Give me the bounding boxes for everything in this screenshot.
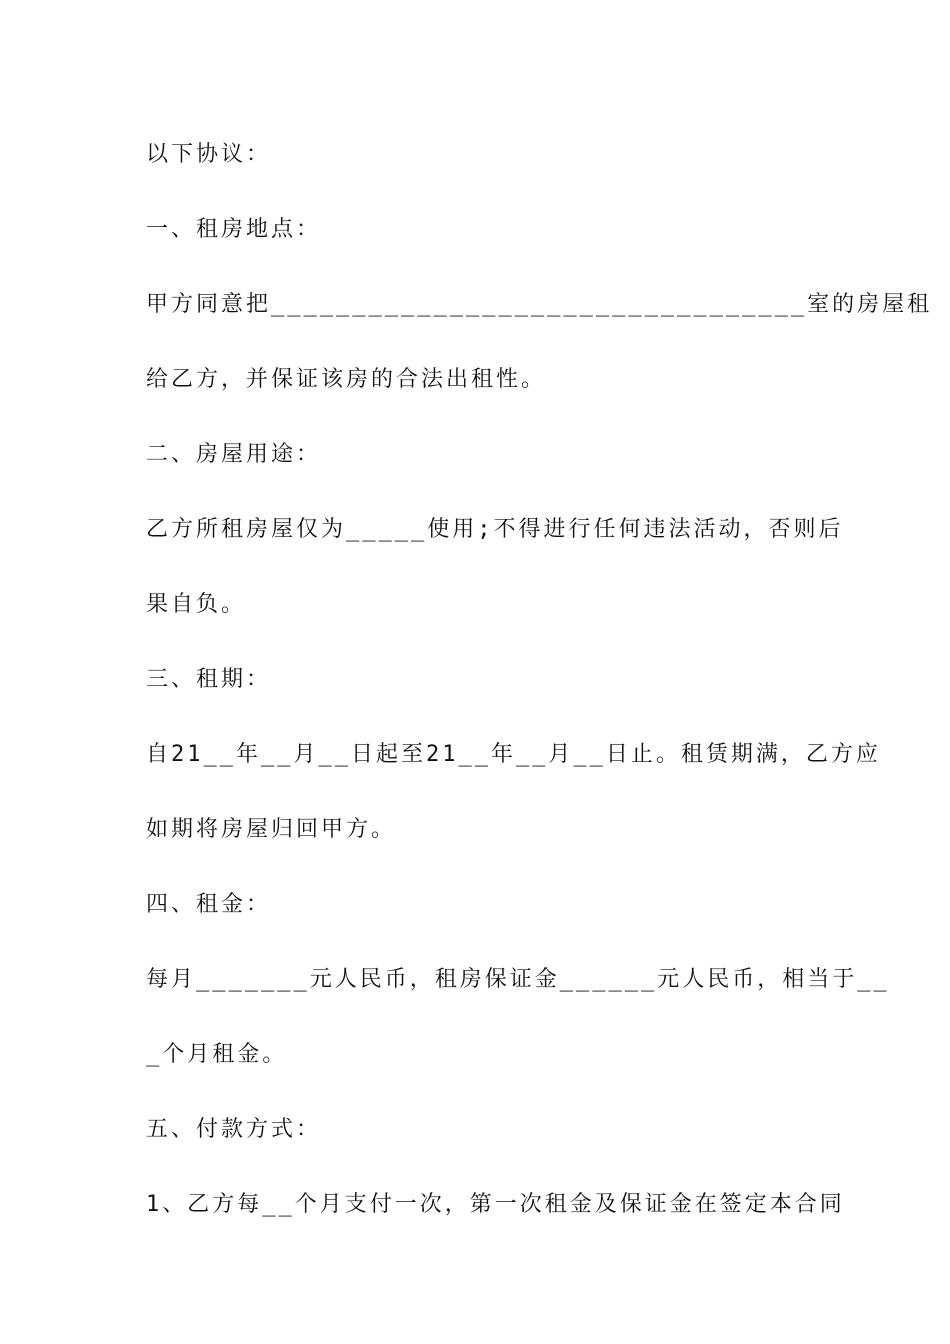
section-heading-term: 三、租期： bbox=[146, 667, 272, 692]
document-body bbox=[146, 130, 933, 1255]
text-line-rent-1: 每月_______元人民币，租房保证金______元人民币，相当于__ bbox=[146, 967, 890, 992]
section-heading-rent: 四、租金： bbox=[146, 892, 272, 917]
text-line-rent-2: _个月租金。 bbox=[146, 1042, 288, 1067]
text-line-usage-2: 果自负。 bbox=[146, 592, 247, 617]
section-heading-usage: 二、房屋用途： bbox=[146, 442, 322, 467]
text-line-term-2: 如期将房屋归回甲方。 bbox=[146, 817, 397, 842]
section-heading-payment: 五、付款方式： bbox=[146, 1117, 322, 1142]
text-line-usage-1: 乙方所租房屋仅为_____使用;不得进行任何违法活动，否则后 bbox=[146, 517, 844, 542]
text-line-term-1: 自21__年__月__日起至21__年__月__日止。租赁期满，乙方应 bbox=[146, 742, 881, 767]
text-line-location-1: 甲方同意把_________________________________室的房屋租 bbox=[146, 292, 933, 317]
text-line-intro: 以下协议： bbox=[146, 142, 272, 167]
text-line-payment-1: 1、乙方每__个月支付一次，第一次租金及保证金在签定本合同 bbox=[146, 1192, 845, 1217]
section-heading-location: 一、租房地点： bbox=[146, 217, 322, 242]
text-line-location-2: 给乙方，并保证该房的合法出租性。 bbox=[146, 367, 547, 392]
